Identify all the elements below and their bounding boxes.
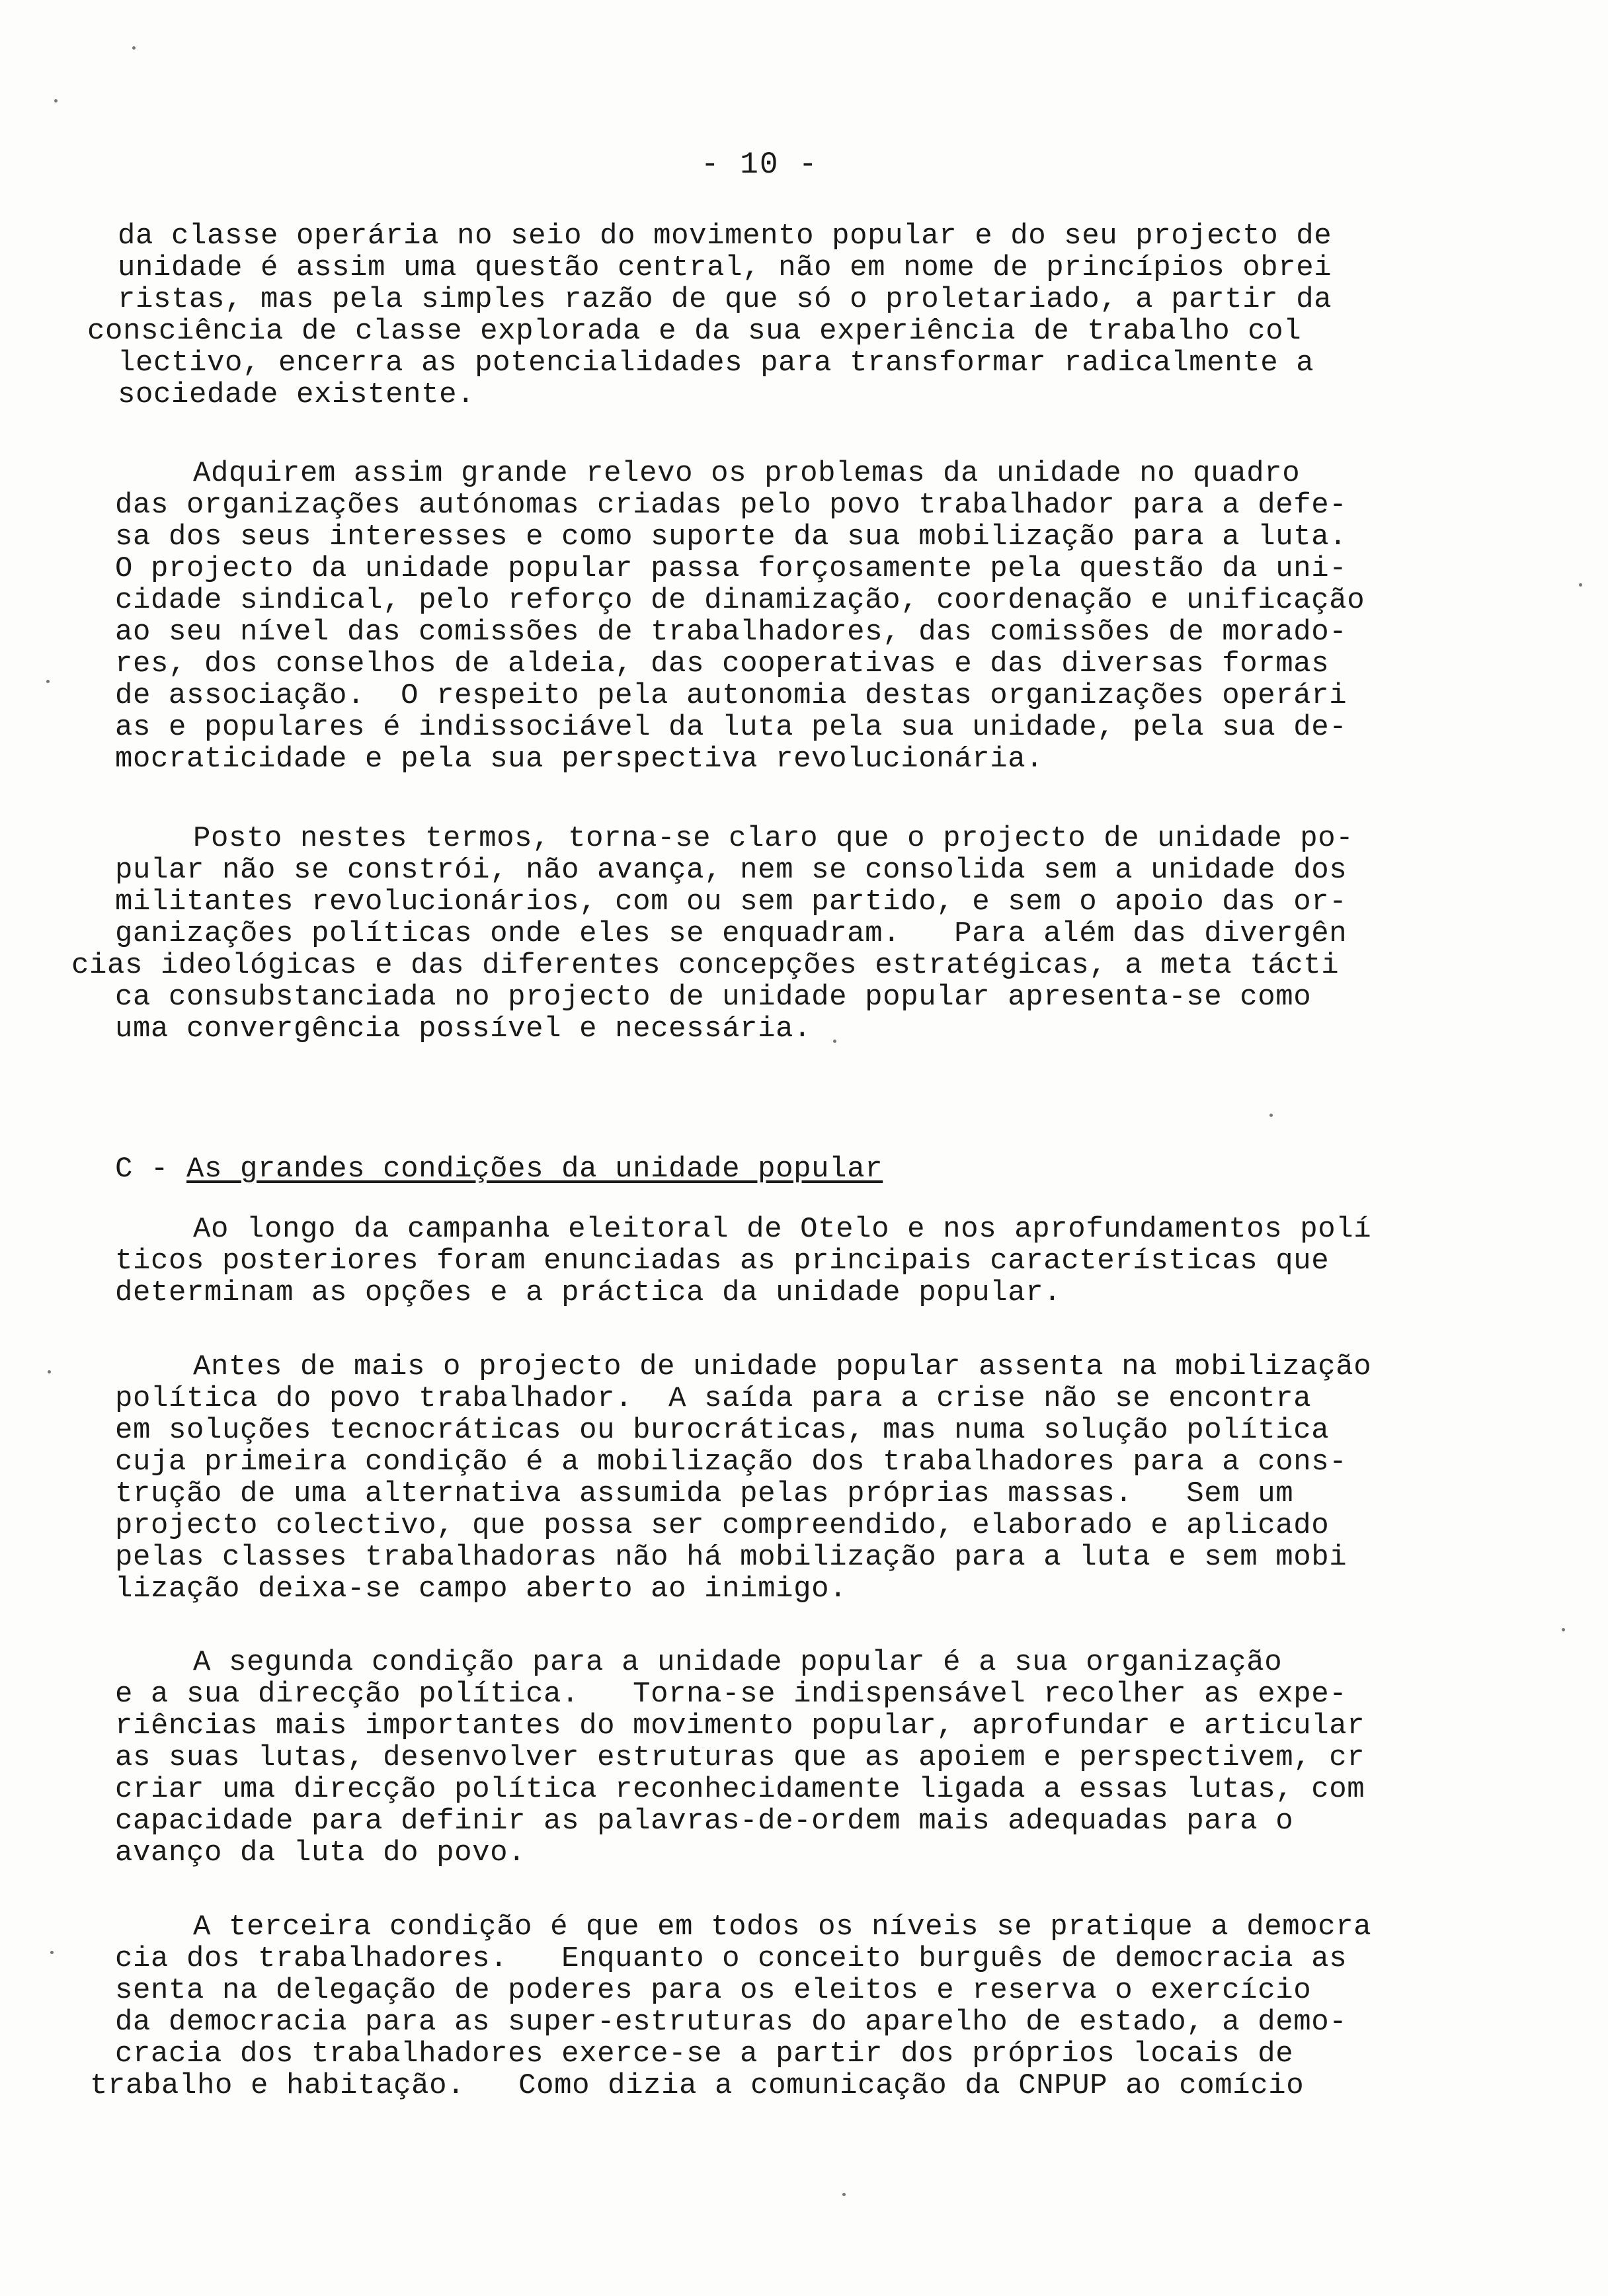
paragraph-line: lização deixa-se campo aberto ao inimigo.	[115, 1573, 848, 1606]
paragraph-line: riências mais importantes do movimento popular, aprofundar e articular	[115, 1709, 1365, 1742]
paragraph-line: cia dos trabalhadores. Enquanto o conceito burguês de democracia as	[115, 1942, 1347, 1975]
paragraph-line: uma convergência possível e necessária.	[115, 1012, 812, 1046]
paragraph-line: Antes de mais o projecto de unidade popular assenta na mobilização	[193, 1350, 1372, 1383]
paragraph-line: consciência de classe explorada e da sua experiência de trabalho col	[87, 315, 1302, 348]
paragraph-line: O projecto da unidade popular passa forçosamente pela questão da uni-	[115, 552, 1347, 585]
scan-speck	[1562, 1628, 1565, 1631]
paragraph-line: sa dos seus interesses e como suporte da sua mobilização para a luta.	[115, 520, 1347, 554]
paragraph-line: determinam as opções e a práctica da unidade popular.	[115, 1276, 1062, 1309]
paragraph-line: militantes revolucionários, com ou sem partido, e sem o apoio das or-	[115, 885, 1347, 919]
paragraph-line: ristas, mas pela simples razão de que só o proletariado, a partir da	[118, 283, 1332, 316]
paragraph-line: ticos posteriores foram enunciadas as principais características que	[115, 1245, 1330, 1278]
paragraph-line: avanço da luta do povo.	[115, 1836, 526, 1869]
paragraph-line: A terceira condição é que em todos os níveis se pratique a democra	[193, 1910, 1372, 1944]
paragraph-line: da democracia para as super-estruturas do aparelho de estado, a demo-	[115, 2006, 1347, 2039]
scan-speck	[50, 1951, 54, 1954]
paragraph-line: criar uma direcção política reconhecidamente ligada a essas lutas, com	[115, 1773, 1365, 1806]
paragraph-line: trabalho e habitação. Como dizia a comunicação da CNPUP ao comício	[90, 2069, 1305, 2102]
paragraph-line: cias ideológicas e das diferentes concepções estratégicas, a meta tácti	[71, 949, 1340, 982]
scan-speck	[54, 99, 58, 102]
paragraph-line: da classe operária no seio do movimento popular e do seu projecto de	[118, 220, 1332, 253]
paragraph-line: capacidade para definir as palavras-de-ordem mais adequadas para o	[115, 1805, 1294, 1838]
scan-speck	[842, 2193, 846, 2196]
section-heading-prefix: C -	[115, 1153, 187, 1186]
paragraph-line: e a sua direcção política. Torna-se indispensável recolher as expe-	[115, 1678, 1347, 1711]
paragraph-line: de associação. O respeito pela autonomia destas organizações operári	[115, 679, 1347, 712]
page-number: - 10 -	[701, 147, 819, 182]
paragraph-line: senta na delegação de poderes para os eleitos e reserva o exercício	[115, 1974, 1312, 2007]
paragraph-line: cuja primeira condição é a mobilização dos trabalhadores para a cons-	[115, 1446, 1347, 1479]
paragraph-line: Ao longo da campanha eleitoral de Otelo e nos aprofundamentos polí	[193, 1213, 1372, 1246]
paragraph-line: unidade é assim uma questão central, não em nome de princípios obrei	[118, 251, 1332, 284]
paragraph-line: res, dos conselhos de aldeia, das cooperativas e das diversas formas	[115, 647, 1330, 680]
paragraph-line: Adquirem assim grande relevo os problemas da unidade no quadro	[193, 457, 1301, 490]
paragraph-line: Posto nestes termos, torna-se claro que o projecto de unidade po-	[193, 822, 1354, 855]
paragraph-line: das organizações autónomas criadas pelo povo trabalhador para a defe-	[115, 489, 1347, 522]
paragraph-line: pular não se constrói, não avança, nem se consolida sem a unidade dos	[115, 854, 1347, 887]
paragraph-line: as e populares é indissociável da luta pela sua unidade, pela sua de-	[115, 711, 1347, 744]
paragraph-line: ao seu nível das comissões de trabalhadores, das comissões de morado-	[115, 616, 1347, 649]
scan-speck	[132, 46, 136, 50]
scan-speck	[1269, 1114, 1273, 1117]
paragraph-line: pelas classes trabalhadoras não há mobilização para a luta e sem mobi	[115, 1541, 1347, 1574]
paragraph-line: mocraticidade e pela sua perspectiva revolucionária.	[115, 743, 1044, 776]
paragraph-line: as suas lutas, desenvolver estruturas que as apoiem e perspectivem, cr	[115, 1741, 1365, 1774]
scan-speck	[1579, 583, 1582, 587]
paragraph-line: trução de uma alternativa assumida pelas próprias massas. Sem um	[115, 1477, 1294, 1510]
scan-speck	[833, 1040, 836, 1043]
scan-speck	[46, 680, 50, 683]
paragraph-line: ca consubstanciada no projecto de unidade popular apresenta-se como	[115, 981, 1312, 1014]
paragraph-line: A segunda condição para a unidade popular é a sua organização	[193, 1646, 1283, 1679]
section-heading-title: As grandes condições da unidade popular	[186, 1153, 883, 1186]
paragraph-line: projecto colectivo, que possa ser compreendido, elaborado e aplicado	[115, 1509, 1330, 1542]
paragraph-line: cidade sindical, pelo reforço de dinamização, coordenação e unificação	[115, 584, 1365, 617]
section-heading	[115, 1153, 883, 1185]
paragraph-line: cracia dos trabalhadores exerce-se a partir dos próprios locais de	[115, 2037, 1294, 2070]
scan-speck	[48, 1370, 51, 1374]
paragraph-line: sociedade existente.	[118, 378, 475, 411]
paragraph-line: ganizações políticas onde eles se enquadram. Para além das divergên	[115, 917, 1347, 950]
paragraph-line: política do povo trabalhador. A saída para a crise não se encontra	[115, 1382, 1312, 1415]
paragraph-line: em soluções tecnocráticas ou burocráticas, mas numa solução política	[115, 1414, 1330, 1447]
paragraph-line: lectivo, encerra as potencialidades para transformar radicalmente a	[118, 347, 1314, 380]
